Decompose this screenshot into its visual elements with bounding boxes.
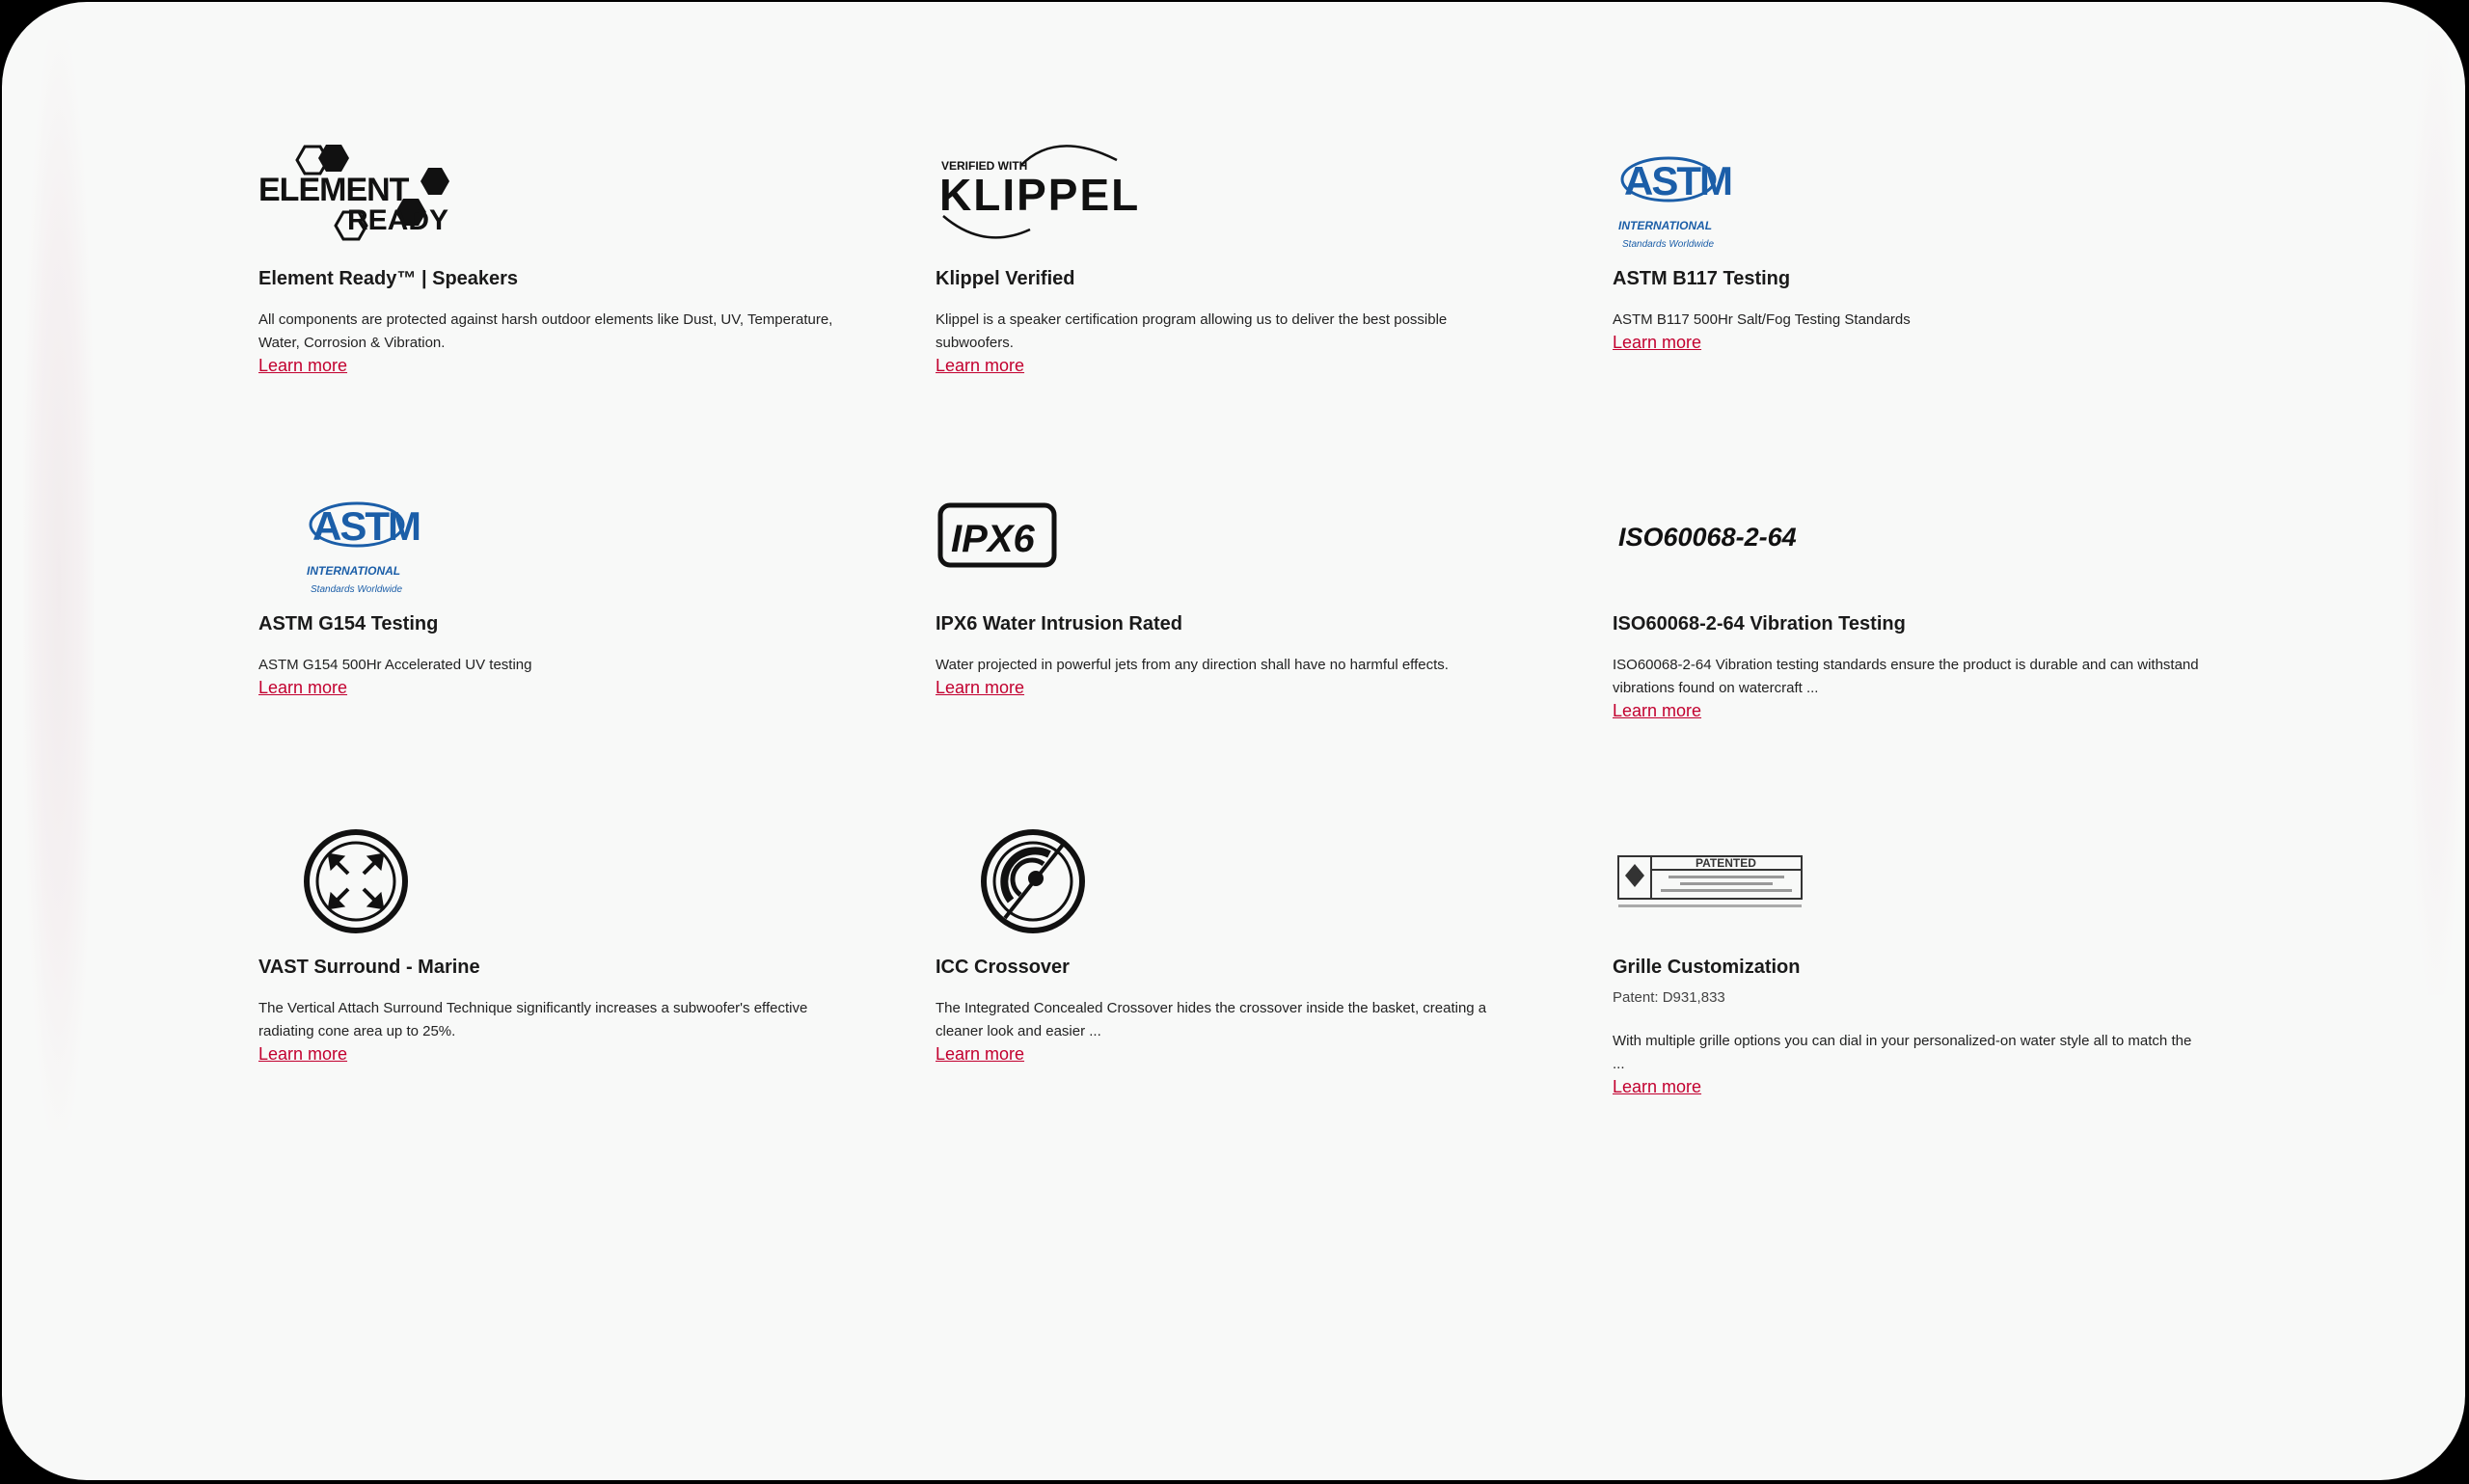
svg-text:VERIFIED WITH: VERIFIED WITH (941, 159, 1028, 173)
learn-more-link[interactable]: Learn more (258, 1044, 348, 1064)
feature-description: With multiple grille options you can dial in your personalized-on water style all to match the ... (1613, 1033, 2192, 1072)
feature-description: The Vertical Attach Surround Technique significantly increases a subwoofer's effective radiating cone area up to 25%. (258, 1000, 808, 1039)
vast-surround-icon (258, 825, 509, 951)
svg-text:INTERNATIONAL: INTERNATIONAL (1618, 219, 1713, 232)
svg-text:READY: READY (347, 204, 449, 236)
feature-title: ASTM G154 Testing (258, 613, 439, 634)
learn-more-link[interactable]: Learn more (936, 678, 1025, 697)
svg-text:ASTM: ASTM (1624, 158, 1731, 203)
astm-logo (258, 482, 509, 607)
icc-crossover-icon (936, 825, 1186, 951)
feature-title: ISO60068-2-64 Vibration Testing (1613, 613, 1906, 634)
feature-body (258, 997, 847, 1065)
feature-title: ASTM B117 Testing (1613, 268, 1791, 289)
learn-more-link[interactable]: Learn more (936, 1044, 1025, 1064)
patent-number: Patent: D931,833 (1613, 989, 1725, 1006)
svg-text:Standards Worldwide: Standards Worldwide (1622, 239, 1715, 250)
feature-description: ISO60068-2-64 Vibration testing standards ensure the product is durable and can withstand vibrations found on watercraft ... (1613, 657, 2199, 696)
svg-text:PATENTED: PATENTED (1696, 856, 1756, 870)
feature-description: ASTM G154 500Hr Accelerated UV testing (258, 657, 532, 673)
learn-more-link[interactable]: Learn more (1613, 701, 1702, 720)
feature-description: The Integrated Concealed Crossover hides the crossover inside the basket, creating a cleaner look and easier ... (936, 1000, 1487, 1039)
svg-text:Standards Worldwide: Standards Worldwide (311, 584, 403, 595)
feature-body (936, 309, 1524, 376)
learn-more-link[interactable]: Learn more (258, 356, 348, 375)
feature-description: Water projected in powerful jets from any direction shall have no harmful effects. (936, 657, 1449, 673)
feature-title: Grille Customization (1613, 957, 1801, 978)
element-ready-logo (258, 137, 509, 262)
svg-text:ISO60068-2-64: ISO60068-2-64 (1618, 523, 1797, 552)
feature-description: All components are protected against harsh outdoor elements like Dust, UV, Temperature, Water, Corrosion & Vibration. (258, 311, 833, 351)
left-edge-shadow (23, 40, 95, 1130)
learn-more-link[interactable]: Learn more (1613, 333, 1702, 352)
patented-logo (1613, 825, 1863, 951)
feature-body (258, 654, 847, 698)
feature-title: Klippel Verified (936, 268, 1075, 289)
feature-description: Klippel is a speaker certification program allowing us to deliver the best possible subwoofers. (936, 311, 1448, 351)
feature-body (1613, 1030, 2201, 1097)
astm-logo (1613, 137, 1863, 262)
svg-text:IPX6: IPX6 (951, 518, 1035, 560)
feature-body (1613, 309, 2201, 353)
svg-text:KLIPPEL: KLIPPEL (939, 170, 1141, 220)
feature-body (936, 997, 1524, 1065)
svg-text:ASTM: ASTM (312, 503, 420, 549)
feature-title: ICC Crossover (936, 957, 1070, 978)
feature-body (258, 309, 847, 376)
klippel-logo (936, 137, 1186, 262)
learn-more-link[interactable]: Learn more (1613, 1077, 1702, 1096)
feature-body (936, 654, 1524, 698)
feature-title: VAST Surround - Marine (258, 957, 480, 978)
feature-title: IPX6 Water Intrusion Rated (936, 613, 1182, 634)
svg-text:INTERNATIONAL: INTERNATIONAL (307, 564, 401, 578)
learn-more-link[interactable]: Learn more (258, 678, 348, 697)
feature-body (1613, 654, 2201, 721)
learn-more-link[interactable]: Learn more (936, 356, 1025, 375)
feature-description: ASTM B117 500Hr Salt/Fog Testing Standards (1613, 311, 1911, 328)
svg-text:ELEMENT: ELEMENT (258, 172, 409, 208)
iso-logo (1613, 482, 1863, 607)
page-window (2, 2, 2465, 1480)
ipx6-logo (936, 482, 1186, 607)
right-edge-shadow (2407, 31, 2465, 995)
feature-title: Element Ready™ | Speakers (258, 268, 519, 289)
